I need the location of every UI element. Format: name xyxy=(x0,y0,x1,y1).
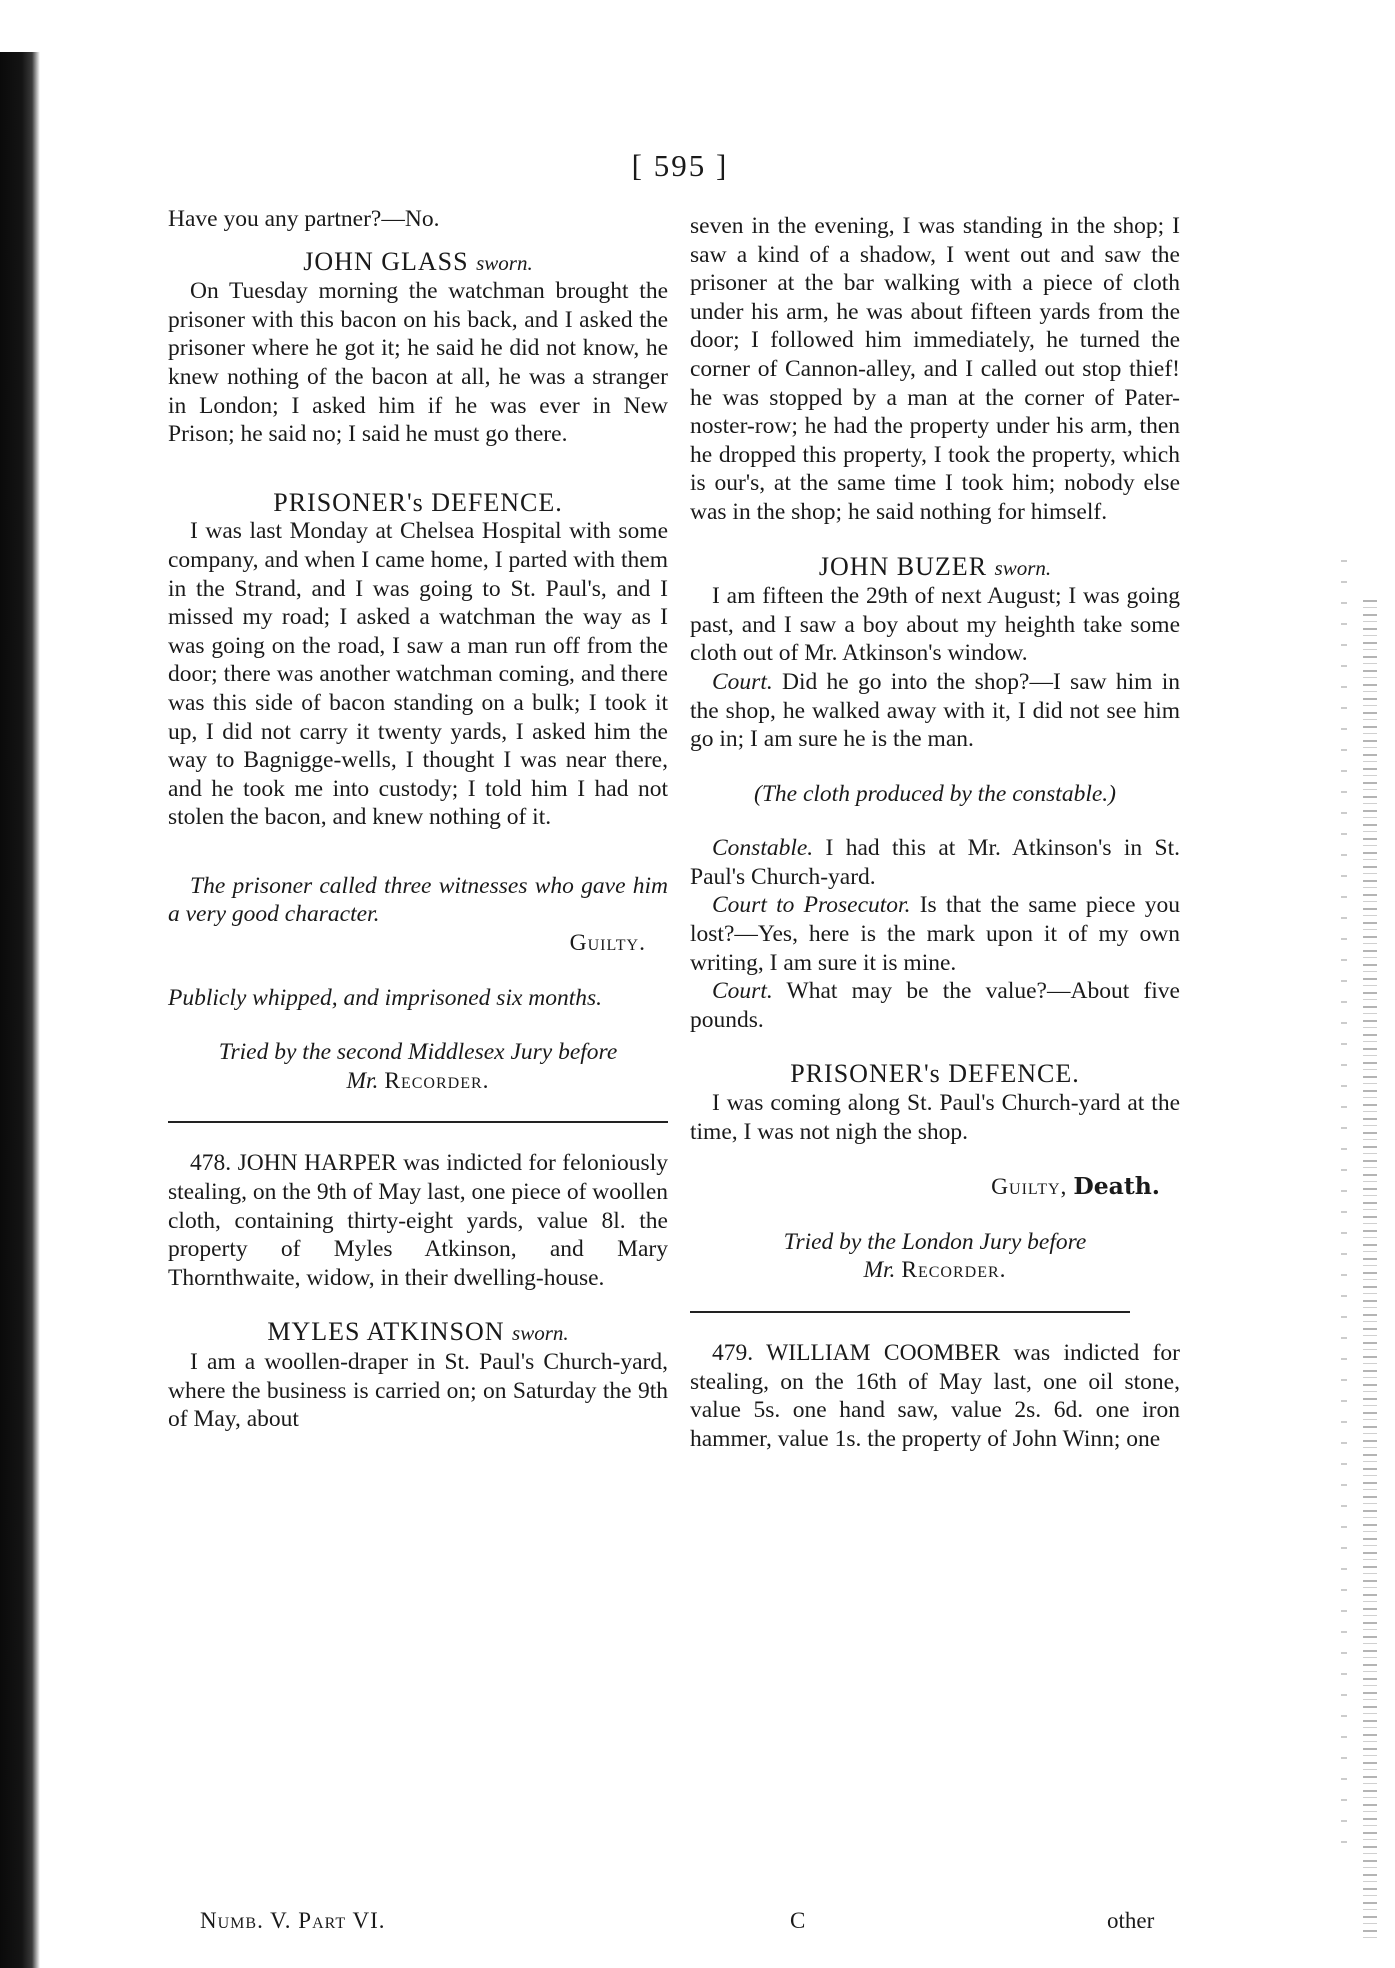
court-question xyxy=(690,668,1180,754)
court-text: Did he go into the shop?—I saw him in the shop, he walked away with it, I did not see him go in; I am sure he is the man. xyxy=(690,668,1180,753)
right-column xyxy=(690,212,1180,1453)
left-column xyxy=(168,205,668,1434)
court-label: Court. xyxy=(712,978,773,1005)
witness-name: MYLES ATKINSON xyxy=(267,1317,505,1347)
court-pros-label: Court to Prosecutor. xyxy=(712,892,911,919)
court-to-prosecutor xyxy=(690,891,1180,977)
page-edge-speckle xyxy=(1363,600,1377,1940)
defence-heading: PRISONER's DEFENCE. xyxy=(273,487,563,517)
mr-label: Mr. xyxy=(346,1067,379,1094)
testimony-buzer: I am fifteen the 29th of next August; I was going past, and I saw a boy about my heighth take some cloth out of Mr. Atkinson's window. xyxy=(690,583,1180,667)
court-text: What may be the value?—About five pounds. xyxy=(690,978,1180,1033)
gathering-signature: C xyxy=(790,1908,806,1933)
page-edge-speckle-inner xyxy=(1341,560,1347,1860)
book-spine-shadow xyxy=(0,0,40,1968)
witness-heading-buzer xyxy=(690,553,1180,583)
defence-text: I was last Monday at Chelsea Hospital with some company, and when I came home, I parted with them in the Strand, and I was going to St. Paul's, and I missed my road; I asked a watchman the way as I was going on the road, I saw a man run off from the door; there was another watchman coming, and there was this side of bacon standing on a bulk; I took it up, I did not carry it twenty yards, I asked him the way to Bagnigge-wells, I thought I was near there, and he took me into custody; I told him I had not stolen the bacon, and knew nothing of it. xyxy=(168,518,668,831)
recorder-label: Recorder. xyxy=(901,1257,1007,1284)
witness-heading-glass xyxy=(168,248,668,278)
court-value-question xyxy=(690,977,1180,1034)
sworn-label: sworn. xyxy=(512,1321,569,1346)
recorder-label: Recorder. xyxy=(384,1067,490,1094)
constable-statement xyxy=(690,834,1180,891)
testimony-atkinson-continued: seven in the evening, I was standing in the shop; I saw a kind of a shadow, I went out and saw the prisoner at the bar walking with a piece of cloth under his arm, he was about fifteen yards from the door; I followed him immediately, he turned the corner of Cannon-alley, and I called out stop thief! he was stopped by a man at the corner of Pater-noster-row; he had the property under his arm, then he dropped this property, I took the property, which is our's, at the same time I took him; nobody else was in the shop; he said nothing for himself. xyxy=(690,213,1180,525)
witness-name: JOHN GLASS xyxy=(303,246,469,276)
cloth-produced-note: (The cloth produced by the constable.) xyxy=(754,780,1116,807)
jury-line: Tried by the London Jury before xyxy=(783,1228,1087,1255)
catchword: other xyxy=(1107,1908,1155,1933)
sworn-label: sworn. xyxy=(994,555,1052,580)
signature-line: Numb. V. Part VI. xyxy=(200,1908,386,1933)
case-479: 479. WILLIAM COOMBER was indicted for stealing, on the 16th of May last, one oil stone, value 5s. one hand saw, value 2s. 6d. one iron hammer, value 1s. the property of John Winn; one xyxy=(690,1340,1180,1452)
sentence: Publicly whipped, and imprisoned six months. xyxy=(168,984,603,1011)
verdict: Guilty. xyxy=(569,930,646,957)
constable-text: I had this at Mr. Atkinson's in St. Paul's Church-yard. xyxy=(690,835,1180,890)
court-pros-text: Is that the same piece you lost?—Yes, here is the mark upon it of my own writing, I am sure it is mine. xyxy=(690,892,1180,976)
judge-line xyxy=(690,1256,1180,1285)
verdict xyxy=(690,1172,1180,1202)
witnesses-note: The prisoner called three witnesses who gave him a very good character. xyxy=(168,872,668,928)
verdict-death: Death. xyxy=(1073,1172,1160,1201)
sworn-label: sworn. xyxy=(476,250,533,275)
verdict-guilty: Guilty, xyxy=(991,1174,1068,1201)
testimony-atkinson: I am a woollen-draper in St. Paul's Church-yard, where the business is carried on; on Saturday the 9th of May, about xyxy=(168,1349,668,1433)
defence-text: I was coming along St. Paul's Church-yard at the time, I was not nigh the shop. xyxy=(690,1090,1180,1145)
judge-line xyxy=(168,1067,668,1096)
mr-label: Mr. xyxy=(863,1257,896,1284)
case-478: 478. JOHN HARPER was indicted for feloniously stealing, on the 9th of May last, one piece of woollen cloth, containing thirty-eight yards, value 8l. the property of Myles Atkinson, and Mary Thornthwaite, widow, in their dwelling-house. xyxy=(168,1150,668,1291)
court-label: Court. xyxy=(712,668,773,695)
witness-name: JOHN BUZER xyxy=(818,551,988,581)
defence-heading: PRISONER's DEFENCE. xyxy=(790,1059,1080,1089)
spine-top-margin xyxy=(0,0,40,52)
question-partner: Have you any partner?—No. xyxy=(168,206,440,232)
page-number: [ 595 ] xyxy=(631,148,729,183)
witness-heading-atkinson xyxy=(168,1318,668,1348)
testimony-glass: On Tuesday morning the watchman brought the prisoner with this bacon on his back, and I asked the prisoner where he got it; he said he did not know, he knew nothing of the bacon at all, he was a stranger in London; I asked him if he was ever in New Prison; he said no; I said he must go there. xyxy=(168,278,668,448)
jury-line: Tried by the second Middlesex Jury before xyxy=(218,1039,618,1066)
constable-label: Constable. xyxy=(712,835,814,862)
